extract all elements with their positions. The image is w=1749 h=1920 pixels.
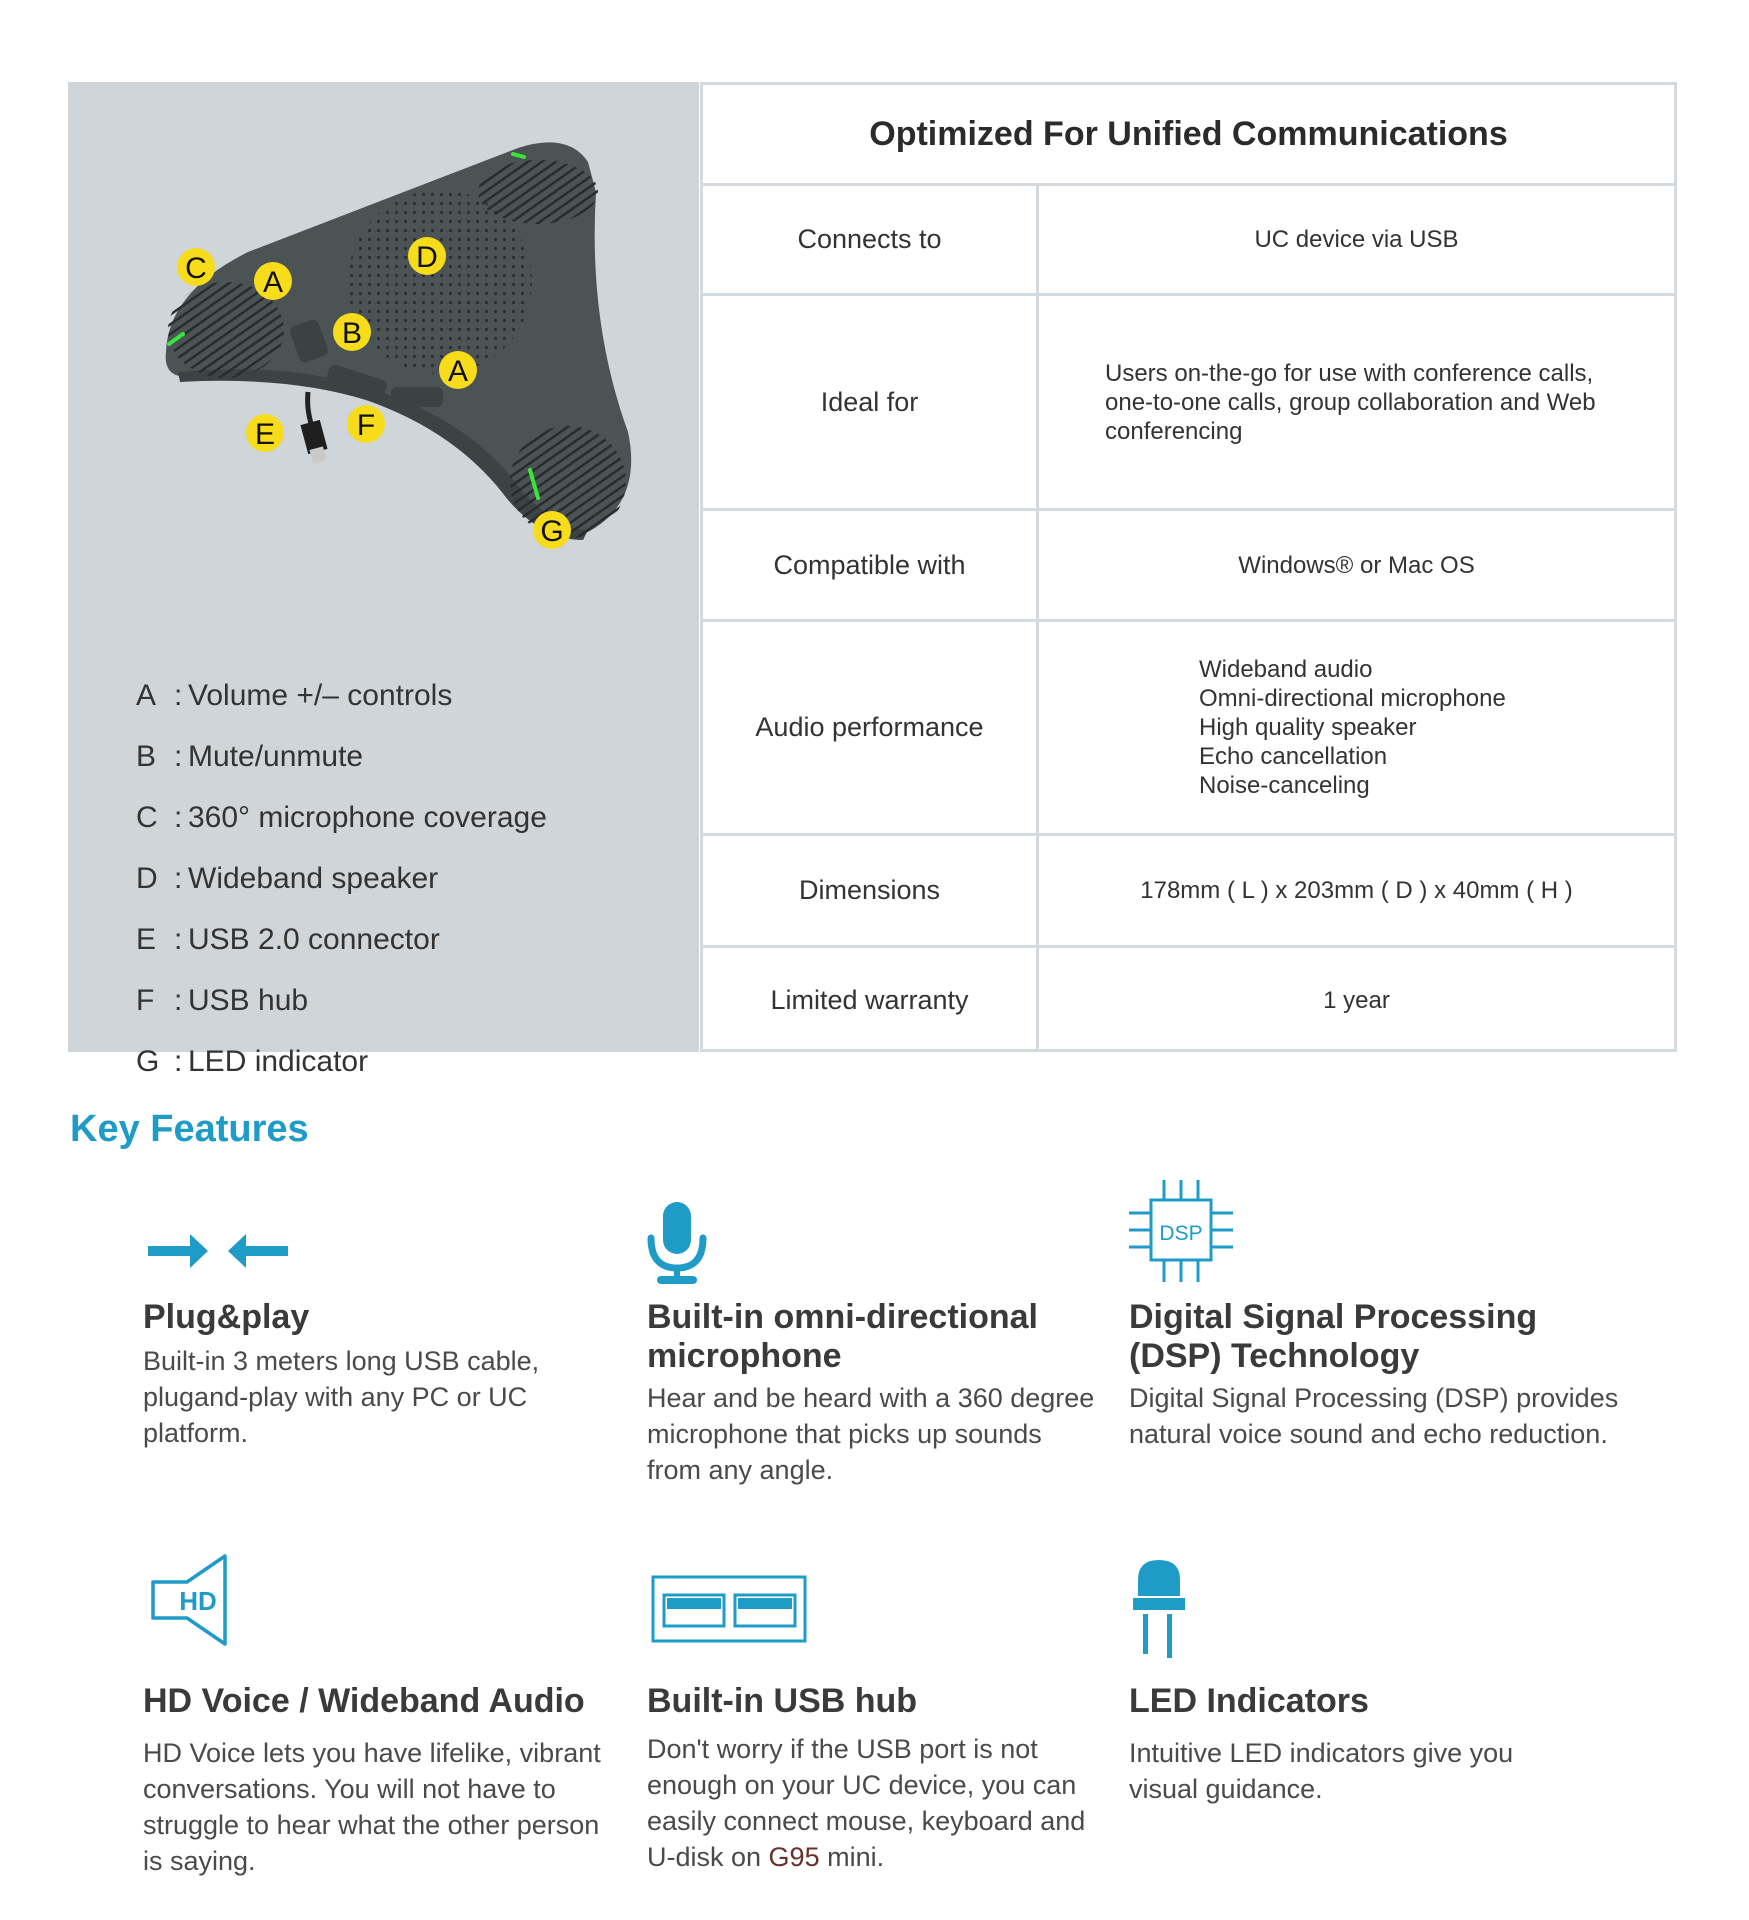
spec-row-ideal-for [703, 296, 1674, 511]
spec-row-audio-performance [703, 622, 1674, 836]
feature-description: Built-in 3 meters long USB cable, plugand-play with any PC or UC platform. [143, 1346, 540, 1448]
callout-legend [136, 665, 547, 1092]
audio-feature-list [1199, 655, 1506, 800]
feature-title: Plug&play [143, 1298, 310, 1336]
feature-description: HD Voice lets you have lifelike, vibrant conversations. You will not have to struggle to hear what the other person is saying. [143, 1738, 601, 1876]
callout-b [333, 313, 371, 351]
arrows-converge-icon [148, 1224, 288, 1284]
usb-hub-icon [651, 1575, 811, 1645]
callout-c [177, 248, 215, 286]
feature-title: HD Voice / Wideband Audio [143, 1682, 585, 1720]
list-item: Omni-directional microphone [1199, 685, 1506, 712]
feature-usb-hub [647, 1565, 1107, 1875]
callout-e [246, 414, 284, 452]
spec-value: Users on-the-go for use with conference calls, one-to-one calls, group collaboration and Web conferencing [1105, 359, 1596, 445]
volume-up-button [391, 387, 443, 407]
spec-row-compatible-with [703, 511, 1674, 622]
spec-label: Dimensions [703, 836, 1039, 945]
svg-text:A: A [262, 266, 284, 299]
spec-label: Connects to [703, 186, 1039, 293]
list-item: Echo cancellation [1199, 743, 1388, 770]
speakerphone-illustration [68, 82, 699, 582]
feature-description: Digital Signal Processing (DSP) provides natural voice sound and echo reduction. [1129, 1383, 1619, 1449]
spec-label: Limited warranty [703, 948, 1039, 1052]
svg-text:E: E [254, 418, 276, 451]
callout-d [408, 237, 446, 275]
feature-title: LED Indicators [1129, 1682, 1369, 1720]
feature-microphone [647, 1188, 1107, 1488]
list-item: Wideband audio [1199, 656, 1373, 683]
svg-text:A: A [447, 355, 469, 388]
spec-value: 1 year [1323, 986, 1390, 1014]
feature-description: Hear and be heard with a 360 degree microphone that picks up sounds from any angle. [647, 1383, 1095, 1485]
spec-label: Audio performance [703, 622, 1039, 833]
feature-led [1129, 1552, 1589, 1807]
legend-item: F : USB hub [136, 983, 309, 1017]
svg-text:G: G [540, 515, 564, 548]
feature-description: Intuitive LED indicators give you visual guidance. [1129, 1738, 1514, 1804]
legend-item: B : Mute/unmute [136, 739, 364, 773]
dsp-chip-icon [1129, 1178, 1239, 1288]
feature-dsp [1129, 1168, 1619, 1452]
callout-a [439, 351, 477, 389]
spec-row-limited-warranty [703, 948, 1674, 1052]
feature-title: Built-in omni-directional microphone [647, 1298, 1038, 1375]
svg-text:D: D [416, 241, 438, 274]
legend-item: G : LED indicator [136, 1044, 369, 1078]
spec-label: Compatible with [703, 511, 1039, 619]
list-item: High quality speaker [1199, 714, 1417, 741]
svg-text:C: C [185, 252, 207, 285]
callout-a [254, 262, 292, 300]
legend-item: A : Volume +/– controls [136, 678, 453, 712]
spec-row-dimensions [703, 836, 1674, 948]
legend-item: E : USB 2.0 connector [136, 922, 440, 956]
spec-table [700, 82, 1677, 1052]
microphone-icon [647, 1202, 707, 1288]
spec-row-connects-to [703, 186, 1674, 296]
svg-text:B: B [341, 317, 363, 350]
spec-value: UC device via USB [1254, 226, 1459, 253]
feature-plug-and-play [143, 1188, 603, 1451]
svg-text:F: F [356, 409, 376, 442]
spec-value: Windows® or Mac OS [1238, 551, 1475, 579]
key-features-heading: Key Features [70, 1108, 309, 1150]
feature-description: Don't worry if the USB port is not enough on your UC device, you can easily connect mouse, keyboard and U-disk on G95 mini. [647, 1734, 1086, 1872]
product-panel [68, 82, 699, 1078]
callout-f [347, 405, 385, 443]
legend-item: C : 360° microphone coverage [136, 800, 547, 834]
legend-item: D : Wideband speaker [136, 861, 439, 895]
feature-hd-voice [143, 1552, 603, 1879]
svg-text:DSP: DSP [1159, 1222, 1203, 1245]
feature-title: Digital Signal Processing (DSP) Technology [1129, 1298, 1538, 1375]
led-icon [1129, 1558, 1189, 1658]
spec-value: 178mm ( L ) x 203mm ( D ) x 40mm ( H ) [1140, 877, 1573, 904]
list-item: Noise-canceling [1199, 772, 1370, 799]
svg-text:HD: HD [179, 1586, 217, 1616]
feature-title: Built-in USB hub [647, 1682, 918, 1720]
product-model: G95 [768, 1842, 820, 1872]
hd-speaker-icon [147, 1554, 237, 1650]
callout-g [533, 511, 571, 549]
spec-table-title: Optimized For Unified Communications [703, 85, 1674, 186]
spec-label: Ideal for [703, 296, 1039, 508]
